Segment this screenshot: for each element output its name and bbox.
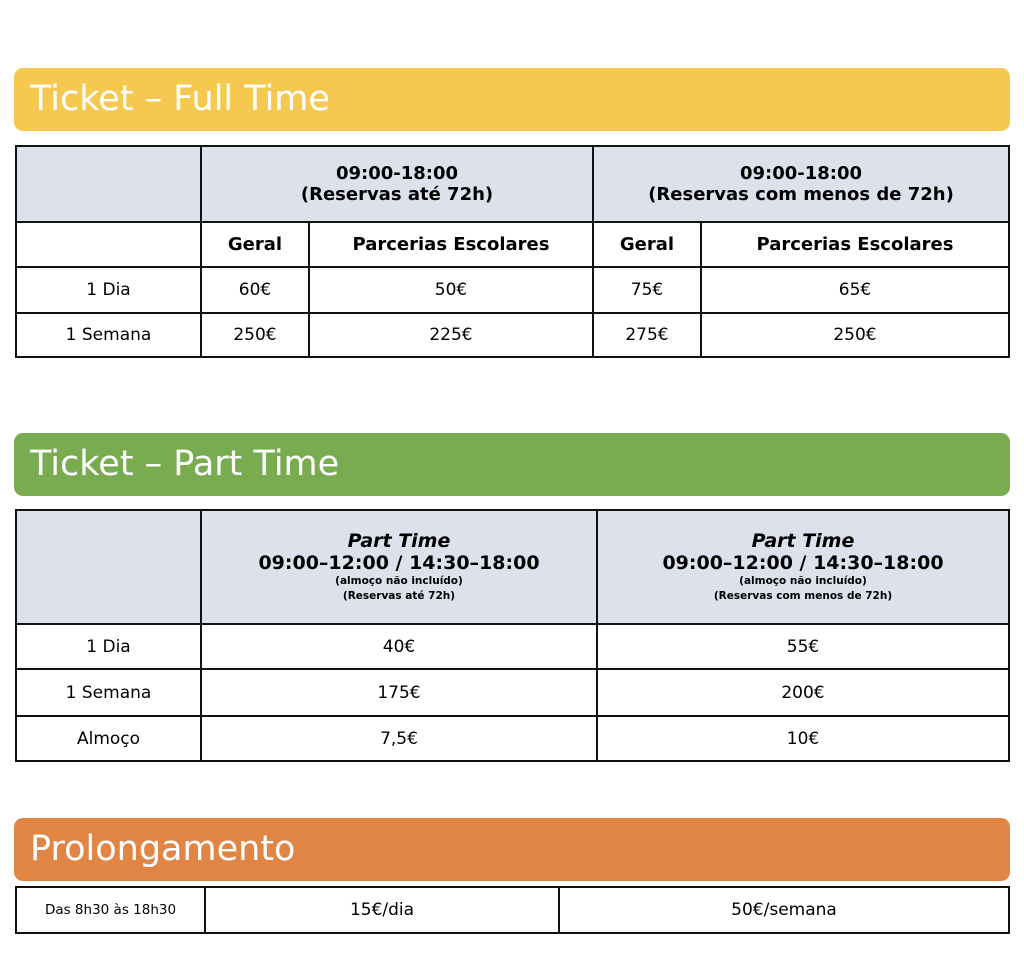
header-lunch-note: (almoço não incluído) bbox=[335, 575, 463, 587]
table-row bbox=[16, 146, 1009, 222]
table-row bbox=[16, 716, 1009, 761]
row-label: 1 Semana bbox=[16, 669, 201, 716]
header-time: 09:00–12:00 / 14:30–18:00 bbox=[662, 552, 944, 574]
row-label: 1 Dia bbox=[16, 624, 201, 669]
price-cell: 40€ bbox=[201, 624, 597, 669]
header-name: Part Time bbox=[347, 530, 451, 552]
header-part-time-72h bbox=[201, 510, 597, 624]
price-cell: 10€ bbox=[597, 716, 1009, 761]
row-label: Almoço bbox=[16, 716, 201, 761]
header-booking-less-72h bbox=[593, 146, 1009, 222]
full-time-table bbox=[15, 145, 1010, 358]
price-cell: 275€ bbox=[593, 313, 701, 357]
header-name: Part Time bbox=[751, 530, 855, 552]
header-booking-72h bbox=[201, 146, 593, 222]
price-cell: 200€ bbox=[597, 669, 1009, 716]
price-cell: 50€ bbox=[309, 267, 593, 313]
price-cell: 225€ bbox=[309, 313, 593, 357]
subheader-parcerias: Parcerias Escolares bbox=[701, 222, 1009, 267]
price-cell: 55€ bbox=[597, 624, 1009, 669]
price-cell: 50€/semana bbox=[559, 887, 1009, 933]
row-label: 1 Dia bbox=[16, 267, 201, 313]
table-row bbox=[16, 313, 1009, 357]
price-cell: 60€ bbox=[201, 267, 309, 313]
prolongamento-title: Prolongamento bbox=[30, 829, 296, 869]
header-time: 09:00-18:00 bbox=[739, 163, 863, 184]
header-time: 09:00-18:00 bbox=[335, 163, 459, 184]
table-row bbox=[16, 510, 1009, 624]
price-cell: 7,5€ bbox=[201, 716, 597, 761]
prolongamento-banner bbox=[14, 818, 1010, 881]
header-note: (Reservas até 72h) bbox=[342, 590, 456, 602]
price-cell: 15€/dia bbox=[205, 887, 559, 933]
header-note: (Reservas com menos de 72h) bbox=[713, 590, 893, 602]
header-note: (Reservas até 72h) bbox=[300, 184, 494, 205]
subheader-empty-cell bbox=[16, 222, 201, 267]
header-part-time-less-72h bbox=[597, 510, 1009, 624]
price-cell: 75€ bbox=[593, 267, 701, 313]
subheader-geral: Geral bbox=[201, 222, 309, 267]
prolongamento-table bbox=[15, 886, 1010, 934]
table-row bbox=[16, 669, 1009, 716]
part-time-title: Ticket – Part Time bbox=[30, 444, 340, 484]
part-time-table bbox=[15, 509, 1010, 762]
subheader-geral: Geral bbox=[593, 222, 701, 267]
full-time-title: Ticket – Full Time bbox=[30, 79, 330, 119]
part-time-banner bbox=[14, 433, 1010, 496]
price-cell: 250€ bbox=[201, 313, 309, 357]
price-cell: 175€ bbox=[201, 669, 597, 716]
price-cell: 65€ bbox=[701, 267, 1009, 313]
header-empty-cell bbox=[16, 146, 201, 222]
full-time-banner bbox=[14, 68, 1010, 131]
header-lunch-note: (almoço não incluído) bbox=[739, 575, 867, 587]
table-row bbox=[16, 624, 1009, 669]
header-note: (Reservas com menos de 72h) bbox=[648, 184, 954, 205]
subheader-parcerias: Parcerias Escolares bbox=[309, 222, 593, 267]
header-empty-cell bbox=[16, 510, 201, 624]
table-row bbox=[16, 887, 1009, 933]
table-row bbox=[16, 222, 1009, 267]
price-cell: 250€ bbox=[701, 313, 1009, 357]
row-label: 1 Semana bbox=[16, 313, 201, 357]
table-row bbox=[16, 267, 1009, 313]
row-label: Das 8h30 às 18h30 bbox=[16, 887, 205, 933]
header-time: 09:00–12:00 / 14:30–18:00 bbox=[258, 552, 540, 574]
